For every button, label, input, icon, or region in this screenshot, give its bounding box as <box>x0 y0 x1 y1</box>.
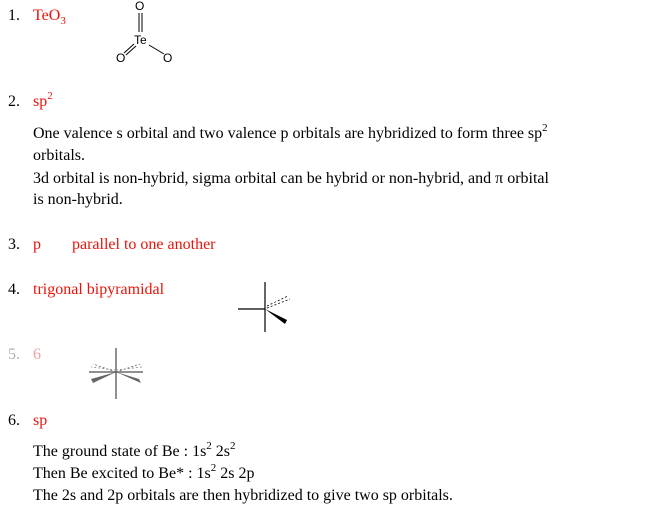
item-3-answer: p <box>33 236 41 253</box>
octahedral-structure <box>87 346 147 402</box>
item-6-answer: sp <box>33 412 48 429</box>
item-6-line-2: Then Be excited to Be* : $1s^2$ 2s 2p <box>33 461 255 482</box>
item-2-line-1: One valence s orbital and two valence p orbitals are hybridized to form three $sp^2$ <box>33 121 548 142</box>
item-3-answer-detail: parallel to one another <box>72 236 216 253</box>
oxygen-right: O <box>163 51 173 65</box>
oxygen-top: O <box>135 0 145 13</box>
item-1-number: 1. <box>8 7 20 24</box>
item-2-number: 2. <box>8 93 20 110</box>
trigonal-bipyramidal-structure <box>236 280 296 336</box>
item-6-number: 6. <box>8 412 20 429</box>
tellurium-center: Te <box>134 33 147 47</box>
item-2-line-3: 3d orbital is non-hybrid, sigma orbital can be hybrid or non-hybrid, and π orbital <box>33 170 549 187</box>
item-4-number: 4. <box>8 281 20 298</box>
teo3-structure <box>108 0 188 68</box>
item-4-answer: trigonal bipyramidal <box>33 281 165 298</box>
oxygen-left: O <box>116 51 126 65</box>
item-5-answer: 6 <box>33 346 41 363</box>
item-5-number: 5. <box>8 346 20 363</box>
item-2-line-4: is non-hybrid. <box>33 191 123 208</box>
item-1-answer: TeO$_3$ <box>33 7 66 28</box>
item-2-answer: $sp^2$ <box>33 89 53 110</box>
item-2-line-2: orbitals. <box>33 147 85 164</box>
item-6-line-1: The ground state of Be : $1s^2$ $2s^2$ <box>33 439 236 460</box>
item-3-number: 3. <box>8 236 20 253</box>
item-6-line-3: The 2s and 2p orbitals are then hybridized to give two sp orbitals. <box>33 487 453 504</box>
